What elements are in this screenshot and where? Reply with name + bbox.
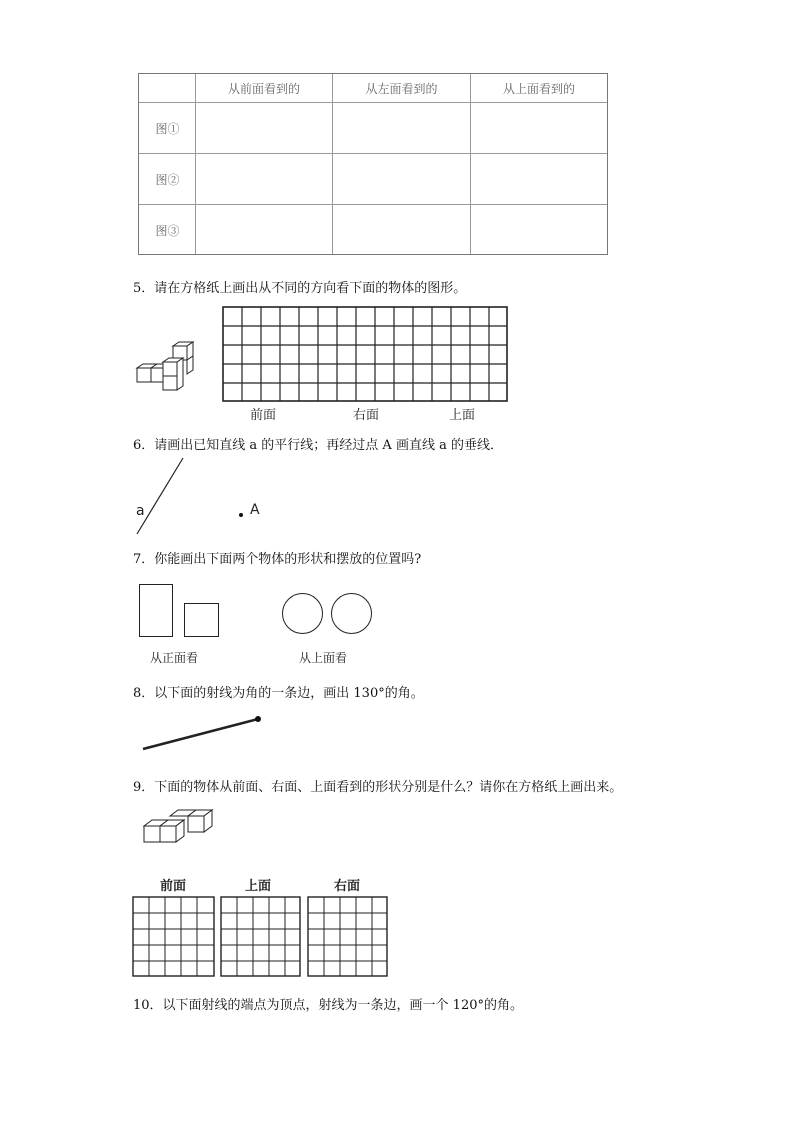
- label-from-front: 从正面看: [150, 651, 199, 665]
- q9-grid-right: [307, 896, 389, 977]
- front-view-tall-rect: [139, 584, 173, 637]
- top-view-circle: [282, 593, 323, 634]
- table-divider: [332, 74, 333, 254]
- table-divider: [470, 74, 471, 254]
- label-from-top: 从上面看: [299, 651, 348, 665]
- point-a-label: A: [250, 502, 260, 518]
- table-header: 从左面看到的: [365, 82, 438, 96]
- line-a-figure: [134, 456, 194, 538]
- views-table: [138, 73, 608, 255]
- ray-figure: [140, 713, 265, 753]
- front-view-square: [184, 603, 219, 637]
- top-view-circle: [331, 593, 372, 634]
- cube-stack-figure: [133, 340, 197, 392]
- table-divider: [139, 102, 607, 103]
- question-8: 8．以下面的射线为角的一条边，画出 130°的角。: [133, 686, 424, 701]
- q5-label-top: 上面: [449, 408, 476, 423]
- q5-label-front: 前面: [250, 408, 277, 423]
- question-5: 5．请在方格纸上画出从不同的方向看下面的物体的图形。: [133, 281, 467, 296]
- q5-grid-paper: [222, 306, 509, 402]
- q9-grid-front: [132, 896, 216, 977]
- point-a: [239, 513, 243, 517]
- q9-label-front: 前面: [160, 879, 187, 894]
- q9-grid-top: [220, 896, 302, 977]
- question-9: 9．下面的物体从前面、右面、上面看到的形状分别是什么？请你在方格纸上画出来。: [133, 780, 623, 795]
- line-a-label: a: [136, 503, 145, 519]
- table-header: 从前面看到的: [227, 82, 300, 96]
- q9-label-right: 右面: [334, 879, 361, 894]
- table-row-label: 图②: [155, 173, 180, 187]
- cube-row-figure: [140, 808, 216, 846]
- table-row-label: 图③: [155, 224, 180, 238]
- table-divider: [139, 204, 607, 205]
- question-10: 10．以下面射线的端点为顶点，射线为一条边，画一个 120°的角。: [133, 998, 523, 1013]
- q9-label-top: 上面: [245, 879, 272, 894]
- table-divider: [139, 153, 607, 154]
- q5-label-right: 右面: [353, 408, 380, 423]
- question-7: 7．你能画出下面两个物体的形状和摆放的位置吗?: [133, 552, 422, 567]
- table-row-label: 图①: [155, 122, 180, 136]
- table-header: 从上面看到的: [502, 82, 575, 96]
- question-6: 6．请画出已知直线 a 的平行线；再经过点 A 画直线 a 的垂线．: [133, 438, 503, 453]
